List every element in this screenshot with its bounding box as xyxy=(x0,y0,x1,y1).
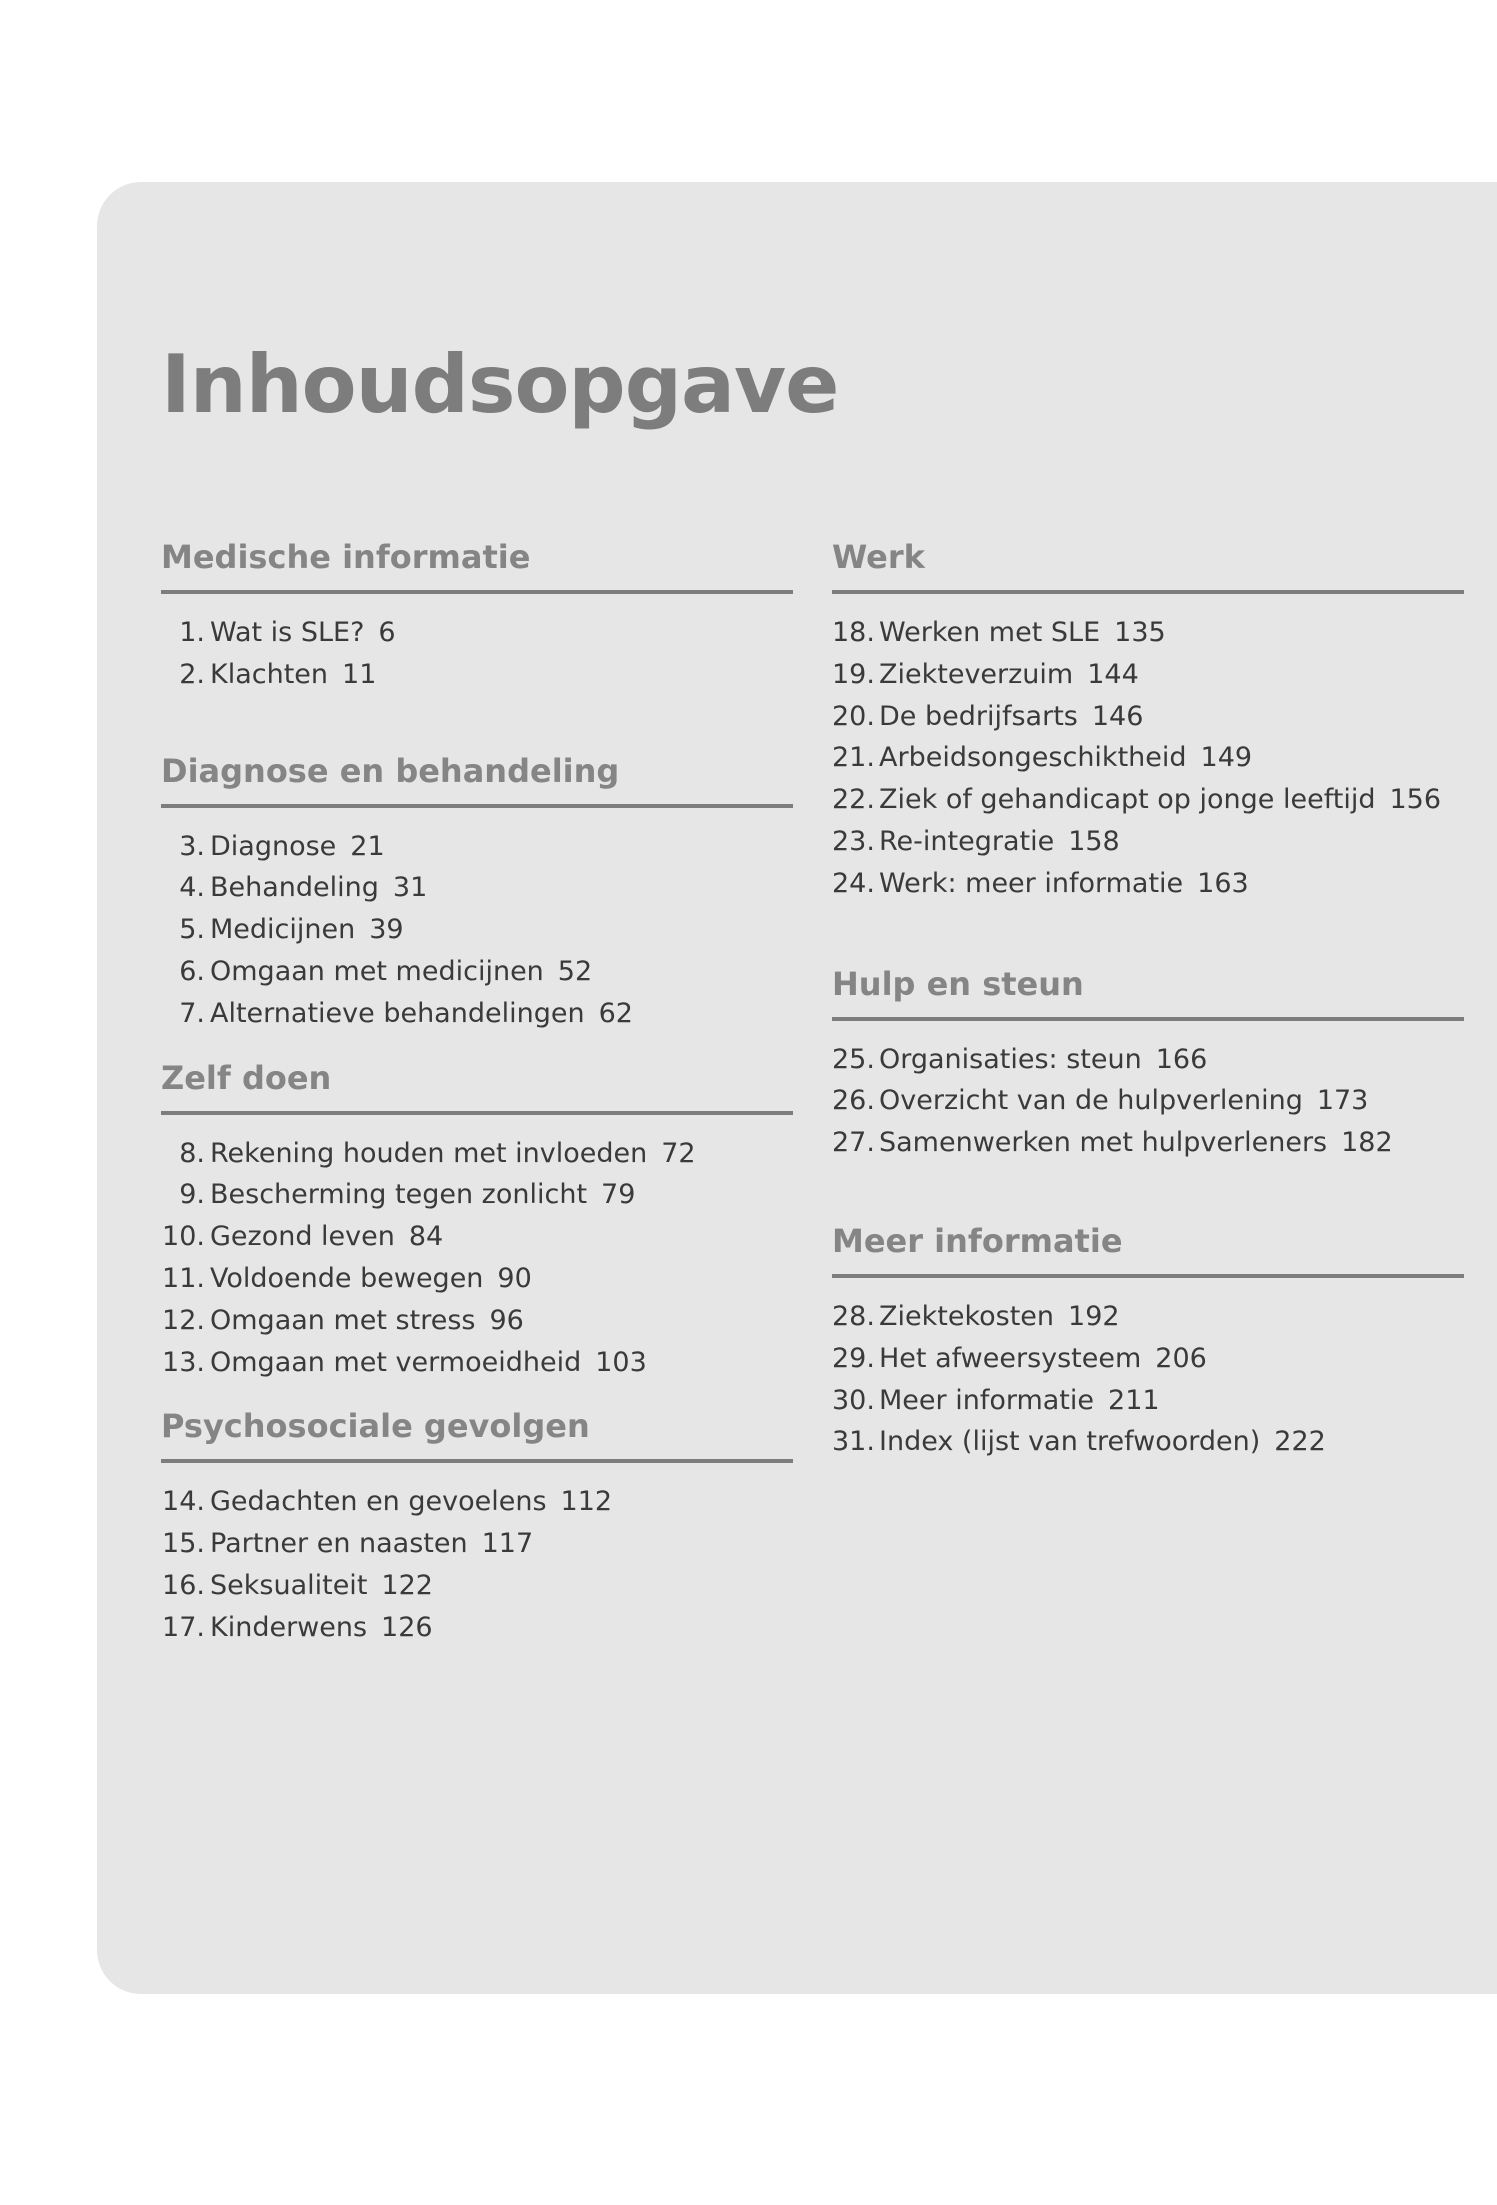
toc-section-psychosociale-gevolgen xyxy=(161,1403,793,1648)
chapter-title: Wat is SLE? xyxy=(210,617,365,648)
chapter-title: Seksualiteit xyxy=(210,1569,368,1601)
toc-entry xyxy=(832,821,1464,863)
section-divider xyxy=(161,804,793,808)
toc-section-werk xyxy=(832,534,1464,905)
toc-entry xyxy=(832,1080,1464,1122)
page-title: Inhoudsopgave xyxy=(161,338,839,431)
chapter-title: Het afweersysteem xyxy=(879,1342,1142,1374)
section-heading: Werk xyxy=(832,538,925,576)
chapter-title: Re-integratie xyxy=(879,825,1055,857)
page-number: 158 xyxy=(1068,825,1120,857)
chapter-number: 25. xyxy=(832,1043,875,1075)
page-number: 211 xyxy=(1108,1384,1160,1416)
chapter-number: 3. xyxy=(179,830,205,862)
chapter-number: 22. xyxy=(832,784,875,816)
chapter-number: 28. xyxy=(832,1300,875,1332)
toc-entry xyxy=(161,1565,793,1607)
page-number: 135 xyxy=(1114,617,1166,648)
chapter-number: 14. xyxy=(162,1486,205,1518)
toc-entry-list xyxy=(161,612,793,696)
chapter-title: Klachten xyxy=(210,658,329,690)
chapter-title: Organisaties: steun xyxy=(879,1043,1142,1075)
toc-entry xyxy=(832,779,1464,821)
chapter-title: Partner en naasten xyxy=(210,1528,468,1560)
page-number: 182 xyxy=(1341,1127,1393,1159)
chapter-number: 19. xyxy=(832,658,875,690)
page-number: 206 xyxy=(1155,1342,1207,1374)
toc-entry xyxy=(832,737,1464,779)
page-number: 192 xyxy=(1068,1300,1120,1332)
chapter-number: 26. xyxy=(832,1085,875,1117)
chapter-number: 9. xyxy=(179,1179,205,1211)
page-number: 103 xyxy=(595,1346,647,1378)
chapter-number: 30. xyxy=(832,1384,875,1416)
toc-entry xyxy=(161,1133,793,1175)
chapter-number: 4. xyxy=(179,872,205,904)
chapter-number: 7. xyxy=(179,997,205,1029)
toc-entry xyxy=(832,654,1464,696)
toc-entry xyxy=(832,1380,1464,1422)
section-divider xyxy=(832,1274,1464,1278)
chapter-number: 24. xyxy=(832,867,875,899)
toc-entry xyxy=(161,1174,793,1216)
chapter-number: 31. xyxy=(832,1426,875,1458)
chapter-number: 23. xyxy=(832,825,875,857)
page-number: 90 xyxy=(497,1262,532,1294)
page-number: 62 xyxy=(598,997,633,1029)
chapter-number: 2. xyxy=(179,658,205,690)
toc-entry-list xyxy=(832,1296,1464,1463)
page-number: 21 xyxy=(350,830,385,862)
toc-entry-list xyxy=(161,1133,793,1384)
toc-entry xyxy=(161,612,793,654)
page-number: 122 xyxy=(381,1569,433,1601)
chapter-number: 20. xyxy=(832,700,875,732)
chapter-number: 29. xyxy=(832,1342,875,1374)
toc-entry xyxy=(832,696,1464,738)
chapter-title: Bescherming tegen zonlicht xyxy=(210,1179,588,1211)
chapter-number: 18. xyxy=(832,617,875,648)
section-divider xyxy=(832,590,1464,594)
chapter-title: Ziektekosten xyxy=(879,1300,1055,1332)
page-number: 149 xyxy=(1200,742,1253,774)
chapter-number: 17. xyxy=(162,1611,205,1643)
toc-entry-list xyxy=(161,1481,793,1648)
chapter-number: 16. xyxy=(162,1569,205,1601)
page-number: 166 xyxy=(1155,1043,1208,1075)
chapter-title: De bedrijfsarts xyxy=(879,700,1078,732)
chapter-number: 11. xyxy=(162,1262,205,1294)
section-heading: Diagnose en behandeling xyxy=(161,751,620,790)
toc-entry-list xyxy=(832,1039,1464,1164)
toc-entry xyxy=(161,1481,793,1523)
chapter-title: Meer informatie xyxy=(879,1384,1095,1416)
chapter-number: 27. xyxy=(832,1127,875,1159)
chapter-title: Alternatieve behandelingen xyxy=(210,997,585,1029)
section-divider xyxy=(161,1111,793,1115)
chapter-title: Omgaan met stress xyxy=(210,1304,476,1336)
toc-entry xyxy=(161,951,793,993)
chapter-title: Behandeling xyxy=(210,872,379,904)
chapter-number: 6. xyxy=(179,955,205,987)
toc-entry xyxy=(161,1523,793,1565)
chapter-title: Kinderwens xyxy=(210,1611,368,1643)
chapter-number: 1. xyxy=(179,617,205,648)
chapter-number: 10. xyxy=(162,1221,205,1253)
toc-entry xyxy=(161,1607,793,1649)
chapter-number: 13. xyxy=(162,1346,205,1378)
page-number: 144 xyxy=(1087,658,1139,690)
toc-entry xyxy=(161,1258,793,1300)
toc-entry xyxy=(832,1338,1464,1380)
chapter-title: Voldoende bewegen xyxy=(210,1262,484,1294)
section-divider xyxy=(161,1459,793,1463)
chapter-number: 21. xyxy=(832,742,875,774)
page-number: 126 xyxy=(381,1611,433,1643)
chapter-title: Overzicht van de hulpverlening xyxy=(879,1085,1303,1117)
chapter-title: Werk: meer informatie xyxy=(879,867,1184,899)
toc-entry xyxy=(832,1122,1464,1164)
chapter-number: 12. xyxy=(162,1304,205,1336)
section-heading: Psychosociale gevolgen xyxy=(161,1407,590,1446)
page-number: 11 xyxy=(342,658,377,690)
toc-entry xyxy=(161,909,793,951)
toc-entry xyxy=(161,826,793,868)
toc-left-column xyxy=(161,534,793,1649)
page-number: 6 xyxy=(378,617,396,648)
chapter-number: 8. xyxy=(179,1137,205,1169)
page-number: 146 xyxy=(1091,700,1144,732)
toc-entry xyxy=(832,1421,1464,1463)
toc-entry-list xyxy=(161,826,793,1035)
toc-entry xyxy=(161,993,793,1035)
toc-section-meer-informatie xyxy=(832,1218,1464,1463)
chapter-title: Arbeidsongeschiktheid xyxy=(879,742,1187,774)
page-number: 222 xyxy=(1274,1426,1326,1458)
chapter-title: Gedachten en gevoelens xyxy=(210,1486,547,1518)
page-number: 79 xyxy=(601,1179,636,1211)
toc-section-diagnose-en-behandeling xyxy=(161,748,793,1035)
page-number: 112 xyxy=(560,1486,613,1518)
section-heading: Zelf doen xyxy=(161,1058,332,1097)
chapter-title: Rekening houden met invloeden xyxy=(210,1137,648,1169)
toc-entry xyxy=(832,1039,1464,1081)
toc-entry-list xyxy=(832,612,1464,905)
section-divider xyxy=(832,1017,1464,1021)
toc-entry xyxy=(161,1342,793,1384)
section-divider xyxy=(161,590,793,594)
toc-entry xyxy=(832,863,1464,905)
chapter-title: Samenwerken met hulpverleners xyxy=(879,1127,1328,1159)
chapter-title: Medicijnen xyxy=(210,914,356,946)
page-number: 96 xyxy=(489,1304,524,1336)
chapter-title: Gezond leven xyxy=(210,1221,395,1253)
toc-entry xyxy=(161,867,793,909)
chapter-title: Diagnose xyxy=(210,830,337,862)
toc-entry xyxy=(832,612,1464,654)
chapter-title: Index (lijst van trefwoorden) xyxy=(879,1426,1261,1458)
toc-entry xyxy=(161,1300,793,1342)
toc-section-zelf-doen xyxy=(161,1055,793,1384)
page-number: 117 xyxy=(481,1528,534,1560)
chapter-title: Omgaan met vermoeidheid xyxy=(210,1346,582,1378)
chapter-title: Omgaan met medicijnen xyxy=(210,955,544,987)
page-number: 52 xyxy=(557,955,593,987)
page-number: 84 xyxy=(408,1221,444,1253)
toc-right-column xyxy=(832,534,1464,1463)
section-heading: Medische informatie xyxy=(161,538,531,576)
toc-entry xyxy=(832,1296,1464,1338)
page-number: 163 xyxy=(1197,867,1249,899)
chapter-number: 15. xyxy=(162,1528,205,1560)
page-number: 156 xyxy=(1389,784,1442,816)
page-number: 173 xyxy=(1316,1085,1369,1117)
toc-section-medische-informatie xyxy=(161,534,793,696)
toc-entry xyxy=(161,1216,793,1258)
chapter-number: 5. xyxy=(179,914,205,946)
page-number: 31 xyxy=(392,872,428,904)
chapter-title: Ziek of gehandicapt op jonge leeftijd xyxy=(879,784,1376,816)
toc-entry xyxy=(161,654,793,696)
section-heading: Hulp en steun xyxy=(832,964,1084,1003)
chapter-title: Ziekteverzuim xyxy=(879,658,1074,690)
page-number: 72 xyxy=(661,1137,696,1169)
page-number: 39 xyxy=(369,914,404,946)
toc-section-hulp-en-steun xyxy=(832,961,1464,1164)
section-heading: Meer informatie xyxy=(832,1221,1123,1260)
chapter-title: Werken met SLE xyxy=(879,617,1101,648)
